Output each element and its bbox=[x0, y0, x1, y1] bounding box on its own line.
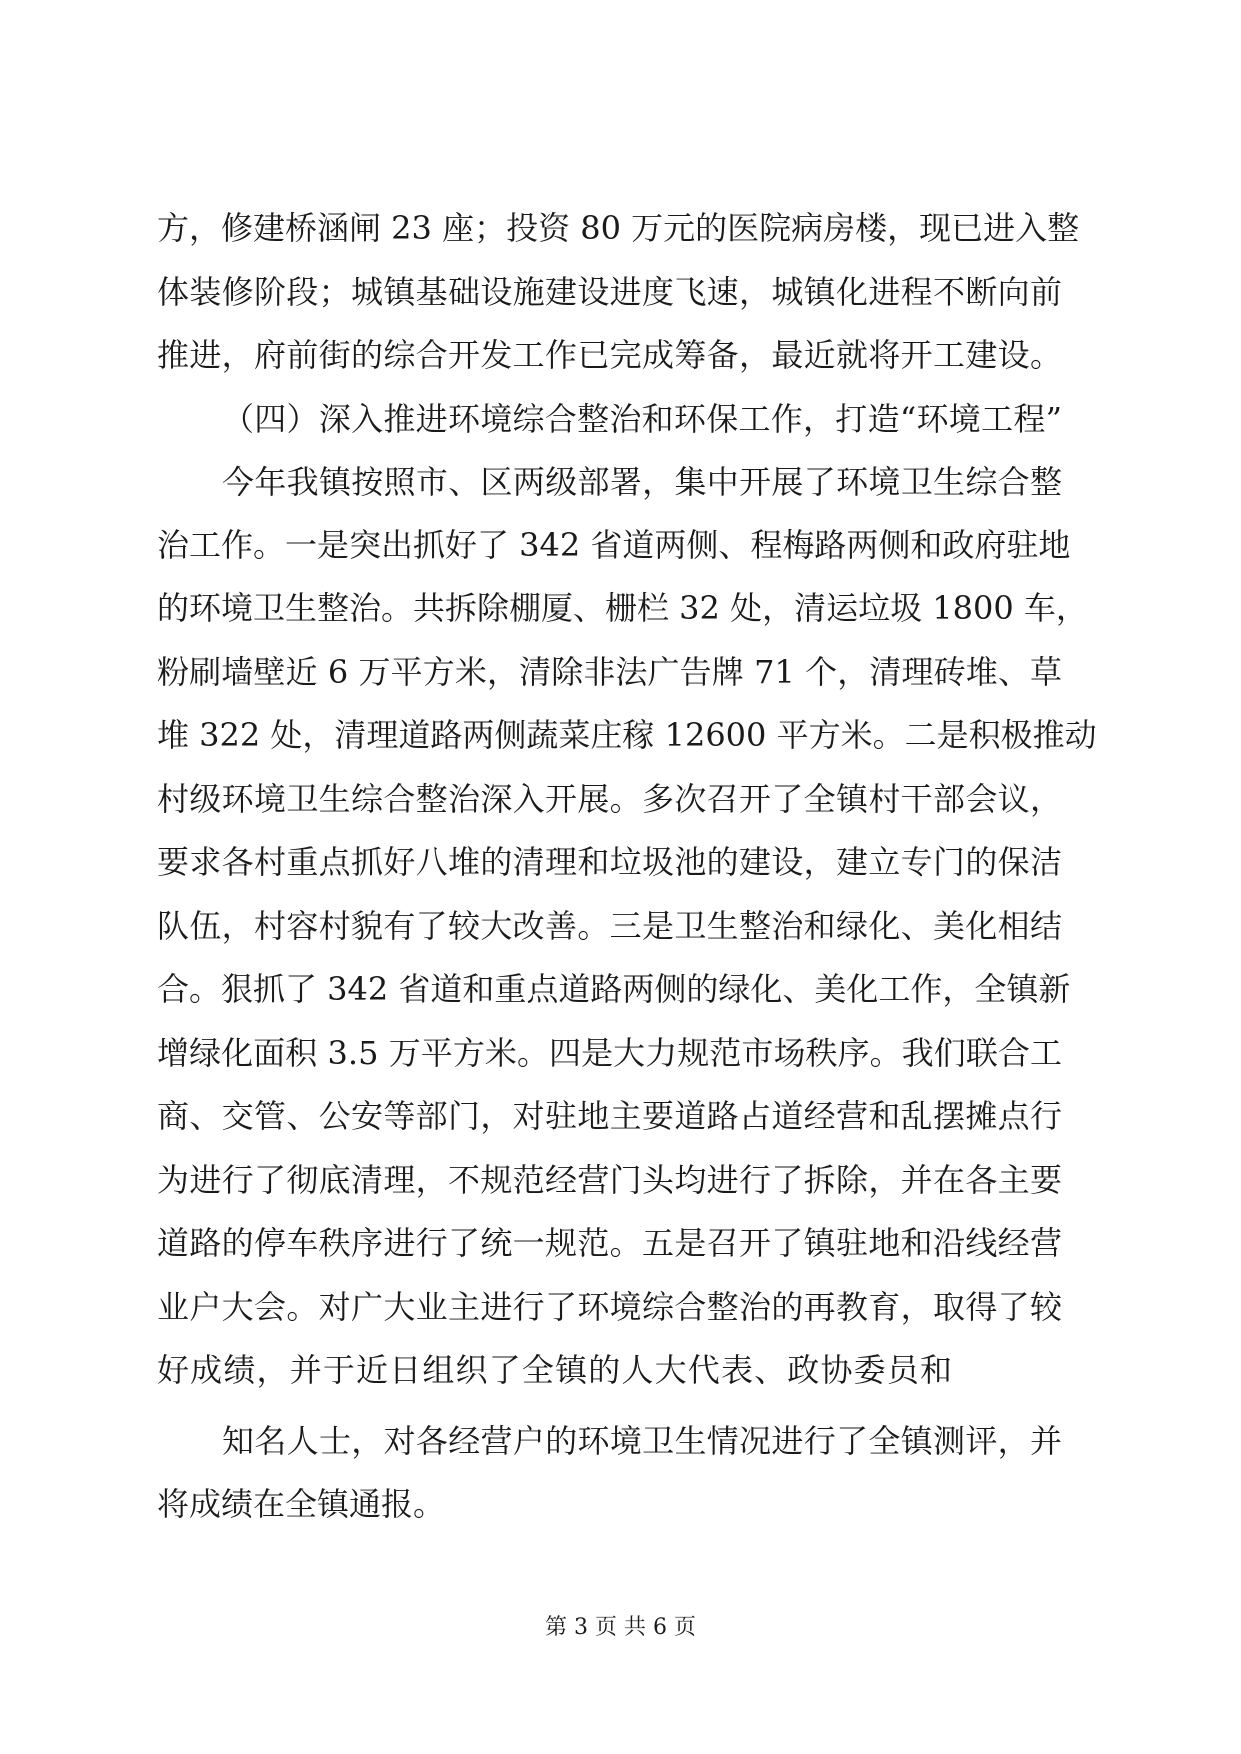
body-line: 业户大会。对广大业主进行了环境综合整治的再教育，取得了较 bbox=[157, 1288, 1062, 1326]
body-line: 商、交管、公安等部门，对驻地主要道路占道经营和乱摆摊点行 bbox=[157, 1097, 1062, 1135]
body-line: 将成绩在全镇通报。 bbox=[157, 1485, 446, 1523]
body-line: 队伍，村容村貌有了较大改善。三是卫生整治和绿化、美化相结 bbox=[157, 907, 1062, 945]
body-line: 村级环境卫生综合整治深入开展。多次召开了全镇村干部会议， bbox=[157, 780, 1062, 818]
body-line: 合。狠抓了 342 省道和重点道路两侧的绿化、美化工作，全镇新 bbox=[157, 970, 1071, 1008]
body-line: 方，修建桥涵闸 23 座；投资 80 万元的医院病房楼，现已进入整 bbox=[157, 209, 1080, 247]
body-line: 治工作。一是突出抓好了 342 省道两侧、程梅路两侧和政府驻地 bbox=[157, 526, 1071, 564]
page-number-footer: 第 3 页 共 6 页 bbox=[545, 1615, 696, 1640]
body-line: 粉刷墙壁近 6 万平方米，清除非法广告牌 71 个，清理砖堆、草 bbox=[157, 653, 1062, 691]
body-line: 为进行了彻底清理，不规范经营门头均进行了拆除，并在各主要 bbox=[157, 1161, 1062, 1199]
body-line: 好成绩，并于近日组织了全镇的人大代表、政协委员和 bbox=[157, 1351, 952, 1389]
body-line: 知名人士，对各经营户的环境卫生情况进行了全镇测评，并 bbox=[222, 1422, 1062, 1460]
body-line: 今年我镇按照市、区两级部署，集中开展了环境卫生综合整 bbox=[222, 463, 1062, 501]
body-line: 推进，府前街的综合开发工作已完成筹备，最近就将开工建设。 bbox=[157, 336, 1062, 374]
section-heading: （四）深入推进环境综合整治和环保工作，打造“环境工程” bbox=[222, 400, 1062, 438]
body-line: 增绿化面积 3.5 万平方米。四是大力规范市场秩序。我们联合工 bbox=[157, 1034, 1062, 1072]
body-line: 的环境卫生整治。共拆除棚厦、栅栏 32 处，清运垃圾 1800 车， bbox=[157, 589, 1088, 627]
body-line: 体装修阶段；城镇基础设施建设进度飞速，城镇化进程不断向前 bbox=[157, 273, 1062, 311]
body-line: 要求各村重点抓好八堆的清理和垃圾池的建设，建立专门的保洁 bbox=[157, 843, 1062, 881]
body-line: 道路的停车秩序进行了统一规范。五是召开了镇驻地和沿线经营 bbox=[157, 1224, 1062, 1262]
body-line: 堆 322 处，清理道路两侧蔬菜庄稼 12600 平方米。二是积极推动 bbox=[157, 716, 1097, 754]
